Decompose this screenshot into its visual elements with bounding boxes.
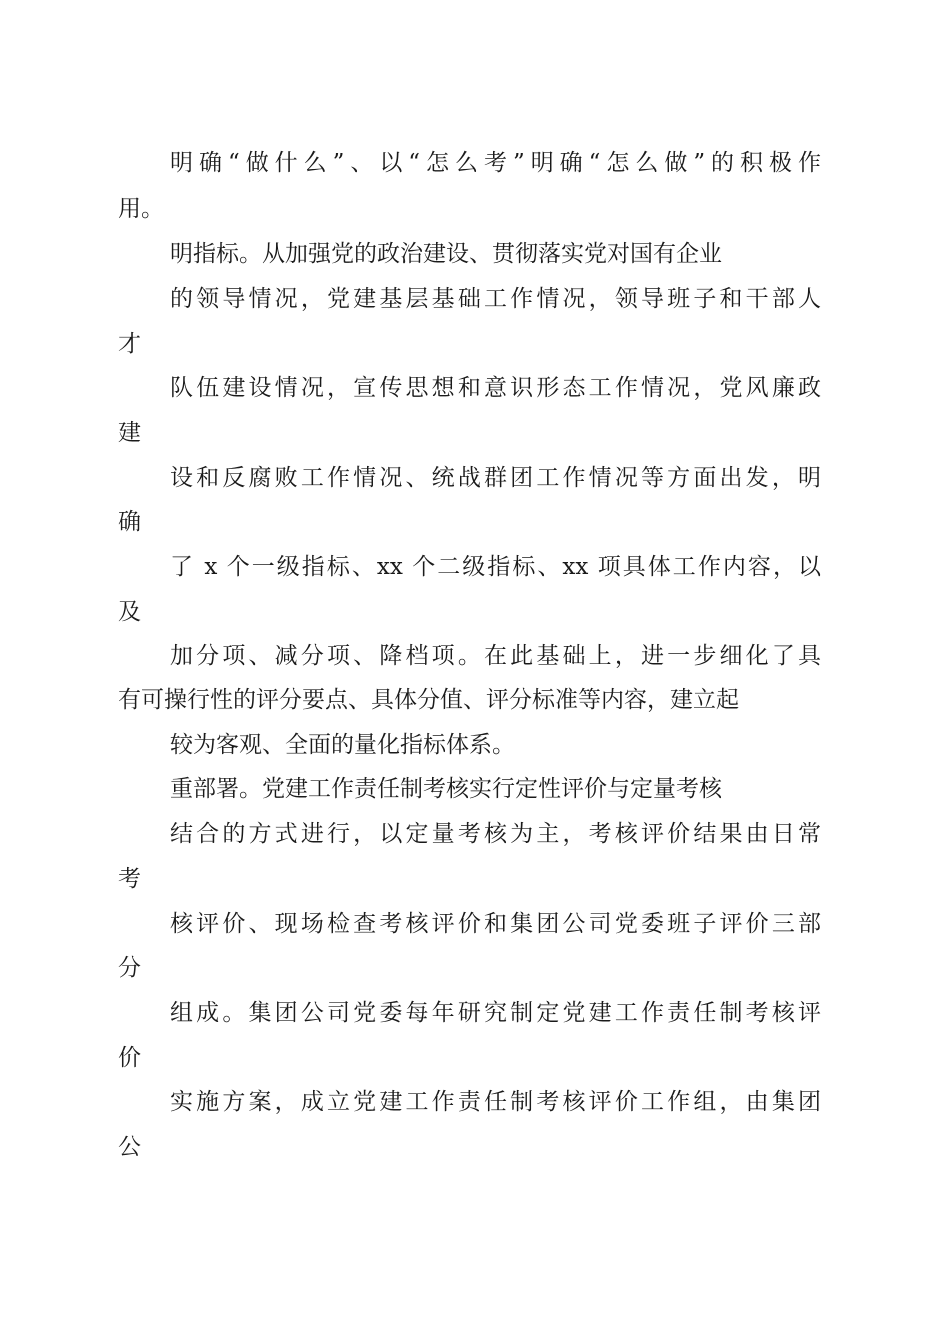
text-line: 重部署。党建工作责任制考核实行定性评价与定量考核	[170, 776, 722, 802]
text-line: 明指标。从加强党的政治建设、贯彻落实党对国有企业	[170, 241, 722, 267]
text-line: 结合的方式进行，以定量考核为主，考核评价结果由日常	[170, 821, 821, 847]
text-line: 公	[118, 1134, 141, 1160]
text-line: 及	[118, 599, 141, 625]
text-line: 考	[118, 866, 141, 892]
text-line: 加分项、减分项、降档项。在此基础上，进一步细化了具	[170, 643, 821, 669]
text-line: 确	[118, 509, 141, 535]
text-line: 价	[118, 1045, 141, 1071]
text-line: 明确“做什么”、以“怎么考”明确“怎么做”的积极作	[170, 150, 821, 176]
text-line: 有可操行性的评分要点、具体分值、评分标准等内容，建立起	[118, 687, 739, 713]
text-line: 较为客观、全面的量化指标体系。	[170, 732, 515, 758]
text-line: 设和反腐败工作情况、统战群团工作情况等方面出发，明	[170, 465, 821, 491]
text-line: 实施方案，成立党建工作责任制考核评价工作组，由集团	[170, 1089, 821, 1115]
text-line: 才	[118, 331, 141, 357]
text-line: 用。	[118, 196, 164, 222]
text-line: 的领导情况，党建基层基础工作情况，领导班子和干部人	[170, 286, 821, 312]
text-line: 队伍建设情况，宣传思想和意识形态工作情况，党风廉政	[170, 375, 821, 401]
text-line: 组成。集团公司党委每年研究制定党建工作责任制考核评	[170, 1000, 821, 1026]
text-line: 分	[118, 955, 141, 981]
text-line: 核评价、现场检查考核评价和集团公司党委班子评价三部	[170, 911, 821, 937]
text-line: 建	[118, 420, 141, 446]
text-line: 了 x 个一级指标、xx 个二级指标、xx 项具体工作内容，以	[170, 554, 821, 580]
